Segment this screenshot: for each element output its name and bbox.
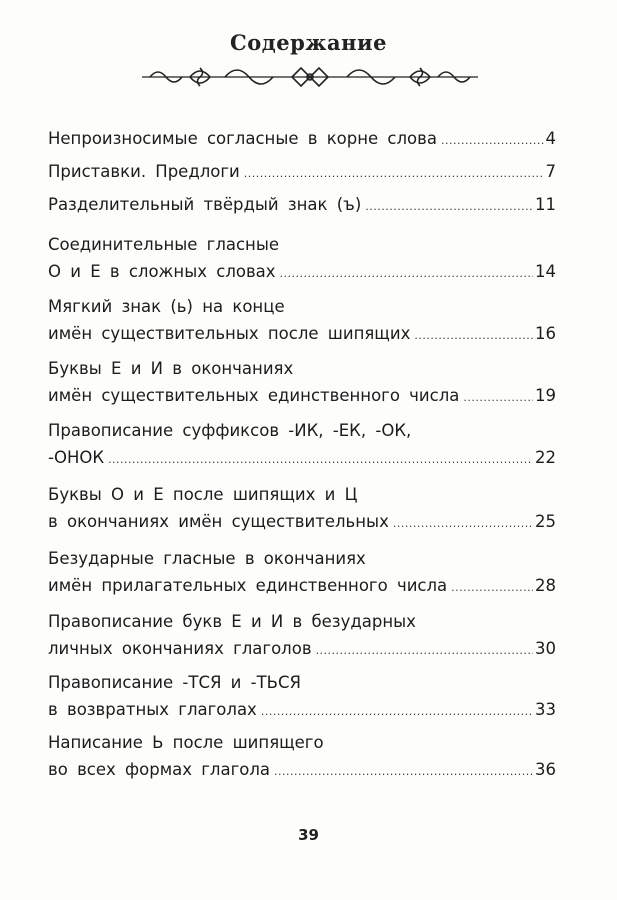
toc-entry bbox=[48, 355, 556, 411]
toc-entry-text: имён прилагательных единственного числа bbox=[48, 576, 448, 595]
toc-entry-text: Разделительный твёрдый знак (ъ) bbox=[48, 195, 362, 214]
toc-leader-dots bbox=[280, 260, 533, 287]
toc-entry-line bbox=[48, 572, 556, 601]
toc-entry bbox=[48, 729, 556, 785]
toc-entry-text: -ОНОК bbox=[48, 448, 105, 467]
toc-entry-text: Мягкий знак (ь) на конце bbox=[48, 297, 285, 316]
toc-page-number: 33 bbox=[535, 700, 556, 719]
toc-entry-line bbox=[48, 444, 556, 473]
toc-entry-text: Правописание -ТСЯ и -ТЬСЯ bbox=[48, 673, 301, 692]
toc-entry-text: Буквы Е и И в окончаниях bbox=[48, 359, 294, 378]
toc-leader-dots bbox=[316, 637, 533, 664]
toc-entry-line bbox=[48, 158, 556, 187]
toc-entry bbox=[48, 481, 556, 537]
toc-leader-dots bbox=[451, 574, 533, 601]
decorative-divider-icon bbox=[140, 64, 480, 90]
toc-entry-line bbox=[48, 508, 556, 537]
toc-page-number: 4 bbox=[545, 129, 556, 148]
toc-entry-line bbox=[48, 355, 556, 382]
toc-entry-line bbox=[48, 756, 556, 785]
toc-entry-text: Буквы О и Е после шипящих и Ц bbox=[48, 485, 358, 504]
toc-leader-dots bbox=[274, 758, 533, 785]
toc-page-number: 30 bbox=[535, 639, 556, 658]
toc-entry-text: во всех формах глагола bbox=[48, 760, 271, 779]
toc-entry-text: Соединительные гласные bbox=[48, 235, 280, 254]
toc-entry-text: Безударные гласные в окончаниях bbox=[48, 549, 366, 568]
toc-entry-line bbox=[48, 481, 556, 508]
page-number: 39 bbox=[298, 826, 319, 844]
toc-entry bbox=[48, 158, 556, 187]
toc-entry-line bbox=[48, 293, 556, 320]
toc-page-number: 14 bbox=[535, 262, 556, 281]
toc-entry-text: в возвратных глаголах bbox=[48, 700, 257, 719]
toc-entry-text: имён существительных после шипящих bbox=[48, 324, 411, 343]
toc-page-number: 25 bbox=[535, 512, 556, 531]
toc-entry-line bbox=[48, 191, 556, 220]
toc-entry-line bbox=[48, 125, 556, 154]
toc-page-number: 11 bbox=[535, 195, 556, 214]
toc-entry-text: Приставки. Предлоги bbox=[48, 162, 240, 181]
toc-entry-line bbox=[48, 635, 556, 664]
toc-entry-text: Написание Ь после шипящего bbox=[48, 733, 324, 752]
toc-leader-dots bbox=[393, 510, 533, 537]
toc-page-number: 19 bbox=[535, 386, 556, 405]
toc-entry-text: личных окончаниях глаголов bbox=[48, 639, 312, 658]
toc-leader-dots bbox=[244, 160, 544, 187]
toc-page-number: 28 bbox=[535, 576, 556, 595]
toc-leader-dots bbox=[414, 322, 533, 349]
toc-leader-dots bbox=[108, 446, 533, 473]
toc-entry-line bbox=[48, 729, 556, 756]
toc-entry bbox=[48, 417, 556, 473]
toc-leader-dots bbox=[261, 698, 533, 725]
toc-entry-text: Правописание букв Е и И в безударных bbox=[48, 612, 416, 631]
toc-page-number: 36 bbox=[535, 760, 556, 779]
toc-entry-line bbox=[48, 669, 556, 696]
toc-page-number: 16 bbox=[535, 324, 556, 343]
toc-entry-line bbox=[48, 258, 556, 287]
toc-entry-line bbox=[48, 545, 556, 572]
toc-entry bbox=[48, 293, 556, 349]
toc-page-number: 22 bbox=[535, 448, 556, 467]
toc-entry-text: имён существительных единственного числа bbox=[48, 386, 460, 405]
toc-leader-dots bbox=[463, 384, 533, 411]
toc-entry-line bbox=[48, 417, 556, 444]
toc-entry-line bbox=[48, 320, 556, 349]
toc-entry bbox=[48, 608, 556, 664]
toc-entry bbox=[48, 545, 556, 601]
toc-entry-line bbox=[48, 231, 556, 258]
toc-page-number: 7 bbox=[545, 162, 556, 181]
toc-leader-dots bbox=[441, 127, 544, 154]
toc-entry-text: О и Е в сложных словах bbox=[48, 262, 276, 281]
toc-entry-text: Непроизносимые согласные в корне слова bbox=[48, 129, 437, 148]
toc-entry-line bbox=[48, 608, 556, 635]
toc-entry bbox=[48, 669, 556, 725]
toc-entry bbox=[48, 125, 556, 154]
toc-entry bbox=[48, 231, 556, 287]
page-title: Содержание bbox=[230, 30, 387, 55]
toc-entry-text: Правописание суффиксов -ИК, -ЕК, -ОК, bbox=[48, 421, 412, 440]
toc-entry-line bbox=[48, 382, 556, 411]
toc-entry-text: в окончаниях имён существительных bbox=[48, 512, 389, 531]
toc-leader-dots bbox=[365, 193, 533, 220]
toc-entry-line bbox=[48, 696, 556, 725]
toc-entry bbox=[48, 191, 556, 220]
